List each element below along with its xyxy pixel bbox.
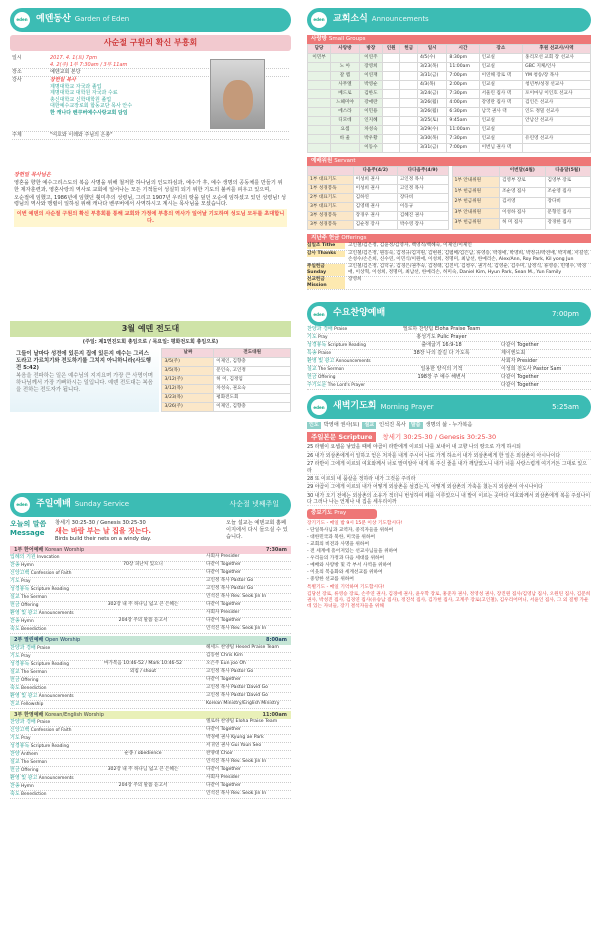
service-1: 1부 한어예배 Korean Worship 7:30am bbox=[10, 546, 291, 555]
verse: 29 야곱이 그에게 이르되 내가 어떻게 외삼촌을 섬겼는지, 어떻게 외삼촌의 가축을 쳤는지 외삼촌이 아시나이다 bbox=[307, 484, 591, 491]
servant-row: 3부 성경봉독 김순정 장사 박수영 장사 bbox=[308, 220, 449, 229]
service-1-list bbox=[10, 554, 291, 634]
pray-item: 특별기도 - 매일 기억하며 기도합시다! bbox=[307, 584, 385, 590]
pray-item: - 중앙한 선교를 위하여 bbox=[307, 577, 354, 583]
servant-row: 1부 대표기도 이성희 권사 고인정 목사 bbox=[308, 175, 449, 184]
offering-title: 지난주 헌금 Offerings bbox=[307, 234, 591, 243]
group-row: 베드로 김한도 3/24(금) 7:30pm 서울린 집사 댁 포이마닝 이인호 선교사 bbox=[308, 89, 591, 98]
service-row: 찬송 Hymn 204장 주의 말씀 듣고서 다같이 Together bbox=[10, 783, 291, 791]
servant-row: 2부 대표기도 김하연 장다비 bbox=[308, 193, 449, 202]
pray-item: - 우리들의 가정과 다음 세대를 위하여 bbox=[307, 556, 385, 562]
pray-title: 중보기도 Pray bbox=[307, 509, 377, 518]
group-row: 느헤미야 강애란 3/26(월) 4:00pm 강영란 집사 댁 김인은 선교사 bbox=[308, 98, 591, 107]
pray-item: - 이웃의 복음화와 세계선교를 위하여 bbox=[307, 570, 383, 576]
group-row: 노 아 장영희 3/23(목) 11:00am 인교실 GBC 지체/인사 bbox=[308, 63, 591, 72]
servant-table-left: 다음주(4/2) 다다음주(4/9) 1부 대표기도 이성희 권사 고인정 목사 1부 성경봉독 이성희 권사 고인정 목사 2부 대표기도 김하연 장다비 3부 대표기도 김영태 권사 이동규 3부 성경봉독 장경우 권사 김혜진 권사 3부 성경봉독 김순정 장사 박수영 장사 bbox=[307, 166, 449, 230]
service-row: 성경봉독 Scripture Reading 마가복음 10:46-52 / Mark 10:46-52 오은주 Eun joo Oh bbox=[10, 661, 291, 669]
wednesday-row: 찬양과 경배 Praise 엘로하 찬양팀 Eloha Praise Team bbox=[307, 326, 591, 334]
mission-table: 날짜 전도대원 3/5(주) 이제인, 김향충 3/5(목) 문인숙, 고인정 3/12(주) 허 이, 김정임 3/12(목) 차성숙, 권요숙 3/23(목) 평화전도회 3/26(주) 이제인, 김향충 bbox=[161, 348, 291, 412]
service-row: 축도 Benediction 인석진 목사 Rev. Seok Jin In bbox=[10, 791, 291, 799]
pray-item: - 교회의 비전과 사명을 위하여 bbox=[307, 541, 369, 547]
service-2-list bbox=[10, 645, 291, 709]
servant-row: 3부 성경봉독 장경우 권사 김혜진 권사 bbox=[308, 211, 449, 220]
mission-section: 3월 예덴 전도대 (주일: 제1연진도회 총임으로 / 목요일: 평화전도회 총임으로) 그들이 날마다 성전에 있든지 집에 있든지 예수는 그리스도라고 가르치기와 전도하기를 그치지 아니하니라(사도행전 5:42) 복음을 전파하는 일은 예수님의 지지요며 가장 큰 사명이며 하나님께서 가장 기뻐하시는 일입니다. 예덴 전도대는 복음을 전하는 전도자가 됩니다. 날짜 전도대원 3/5(주) 이제인, 김향충 3/5(목) 문인숙, 고인정 3/12(주) 허 이, 김정임 3/12(목) 차성숙, 권요숙 3/23(목) 평화전도회 3/26(주) 이제인, 김향충 bbox=[10, 321, 291, 471]
service-row: 찬양과 경배 Praise 엘로하 찬양팀 Eloha Praise Team bbox=[10, 719, 291, 727]
eden-header bbox=[10, 8, 291, 32]
pray-item: - 전 세계에 흩어져있는 선교사님들을 위하여 bbox=[307, 548, 398, 554]
verse: 26 내가 외삼촌에게서 일하고 얻은 처자를 내게 주시어 나로 가게 하소서 내가 외삼촌에게 한 일은 외삼촌이 아시나이다 bbox=[307, 453, 591, 460]
verse-list bbox=[307, 444, 591, 506]
service-row: 성경봉독 Scripture Reading 고인정 목사 Pastor Go bbox=[10, 586, 291, 594]
eden-title-en: Garden of Eden bbox=[74, 15, 130, 24]
service-row: 설교 The Sermon 인석진 목사 Rev. Seok Jin In bbox=[10, 594, 291, 602]
service-row: 친교 Fellowship Korean Ministry/English Ministry bbox=[10, 701, 291, 709]
servant-table-right: 이번달(4월) 다음달(5월) 1부 안내위원 김영부 장로 김영부 장로 1부 헌금위원 조순영 집사 조순영 집사 2부 헌금위원 김서영 장다비 3부 안내위원 이성하 집사 문형인 집사 3부 헌금위원 허 미 집사 강경한 집사 bbox=[452, 166, 592, 230]
right-column: eden 교회소식 Announcements 사랑방 Small Groups 담당 사랑방 방장 인원 헌금 일시 시간 장소 후원 선교사/사역 이민부 이연주 4/5(수) 8:30pm 인교실 홍리모선 교회 장 선교사 노 아 장영희 3/23(목) 11:00am 인교실 GBC 지체/인사 갈 렙 이연재 3/31(금) 7:00pm 이연해 장로 댁 YM 청송/장 목사 사무엘 박영순 4/3(목) 2:00pm 인교실 청년부/성경 선교사 베드로 김한도 3/24(금) 7:30pm 서울린 집사 댁 포이마닝 이인호 선교사 느헤미야 강애란 3/26(월) 4:00pm 강영란 집사 댁 김인은 선교사 에스라 이민용 3/26(월) 6:30pm 남국 권사 댁 인도 정밀 선교사 디모데 인지혜 3/25(토) 9:45am 인교실 안남산 선교사 요셉 차성숙 3/29(수) 11:00am 인교실 바 울 박우황 3/30(목) 7:30pm 인교실 유린영 선교사 이동수 3/31(금) 7:00pm 이번님 권사 댁 예배위원 Servant 다음주(4/2) 다다음주(4/9) 1부 대표기도 이성희 권사 고인정 목사 1부 성경봉독 이성희 권사 고인정 목사 2부 대표기도 김하연 장다비 3부 대표기도 김영태 권사 이동규 3부 성경봉독 장경우 권사 김혜진 권사 3부 성경봉독 김순정 장사 박수영 장사 이번달(4월) 다음달(5월) 1부 안내위원 김영부 장로 김영부 장로 1부 헌금위원 조순영 집사 조순영 집사 2부 헌금위원 김서영 장다비 3부 안내위원 이성하 집사 문형인 집사 3부 헌금위원 허 미 집사 강경한 집사 지난주 헌금 Offerings 십일조 Tithe 고인철/김은정, 김윤정/김영자, 백영직/백혜숙, 이제인/이제인 감사 Thanks 고인철/김은정, 원동숙, 김정규/김지원, 김현원, 김범배/김은남, 류영승, 박경애, 박영희, 박정규/박선애, 박지혜, 서길연, 손성수/손은희, 신수연, 이민식/이원애, 이성희, 정명미, 최남선, 한예리손, Alex/Ann, Roy Park, Kil yong Jun 주일헌금 Sunday 고인철/김은정, 김덕규, 김경은/권추숙, 김정태, 김진이, 김청우, 권기석, 김영순, 김수미, 남정식, 류영승, 민명수, 박경애, 이상혁, 이성희, 정명미, 최남선, 한예리손, 허미숙, Daniel Kim, Hyun Park, Sean M., Yun Family 선교헌금 Mission 장영희 eden 수요찬양예배 7:00pm 찬양과 경배 Praise 엘로하 찬양팀 Eloha Praise Team 기도 Pray 홍성기도 Pulic Prayer 성경봉독 Scripture Reading 출애굽기 16:9-18 다같이 Together 특송 Praise 38장 나의 갈길 다 가도록 제이엔도최 환영 및 광고 Announcements 사회자 Presider 설교 The Sermon 일용한 양식의 기적 이성희 전도사 Pastor Sam 헌금 Offering 198장 주 예수 해변서 다같이 Together 주기도문 The Lord's Prayer 다같이 Together eden 새벽기도회 Morning Prayer 5:25am 인도 박영애 권사(토) 설교 인석진 목사 말씀 생명의 삶 - 누가복음 주일본문 Scripture 창세기 30:25-30 / Genesis 30:25-30 25 라헬이 요셉을 낳았을 때에 야곱이 라반에게 이르되 나를 보내어 내 고향 나의 땅으로 가게 하시되 26 내가 외삼촌에게서 일하고 얻은 처자를 내게 주시어 나로 가게 하소서 내가 외삼촌에게 한 일은 외삼촌이 아시나이다 27 라반이 그에게 이르되 여호와께서 너로 말미암아 내게 복 주신 줄을 내가 깨달았노니 내가 너를 사랑스럽게 여기거든 그대로 있으라 28 또 이르되 네 품삯을 정하라 내가 그것을 주리라 29 야곱이 그에게 이르되 내가 어떻게 외삼촌을 섬겼는지, 어떻게 외삼촌의 가축을 쳤는지 외삼촌이 아시나이다 30 내가 오기 전에는 외삼촌의 소유가 적더니 번성하여 떼를 이루었으니 내 발이 이르는 곳마다 여호와께서 외삼촌에게 복을 주셨나이다 그러나 나는 언제나 내 집을 세우리이까 중보기도 Pray 장기기도 - 매일 밤 9시 15분 이상 기도합시다! - 단일목사님과 교역자, 중직자들을 위하여 - 대한민국과 북한, 미국을 위하여 - 교회의 비전과 사명을 위하여 - 전 세계에 흩어져있는 선교사님들을 위하여 - 우리들의 가정과 다음 세대를 위하여 - 예배와 사랑방 및 각 부서 사역을 위하여 - 이웃의 복음화와 세계선교를 위하여 - 중앙한 선교를 위하여 특별기도 - 매일 기억하며 기도합시다! 김당선 장로, 류영승 장로, 손주연 권사, 김경애 권사, 윤우학 장로, 홍준자 권사, 정영성 권사, 장진원 집사/김영남 집사, 오원틴 집사, 김문희 권사, 박성진 집사, 김경연 집사(유승남 집사), 정진석 집사, 김가헌 집사, 고계주 장로(고인철), 김우리어머니, 서윤인 집사, 그 외 질병 가운데 있는 자녀들, 장기 결석자들을 위해 bbox=[307, 8, 591, 611]
group-row: 요셉 차성숙 3/29(수) 11:00am 인교실 bbox=[308, 125, 591, 134]
service-row: 설교 The Sermon 인석진 목사 Rev. Seok Jin In bbox=[10, 759, 291, 767]
service-row: 환영 및 광고 Announcements 사회자 Presider bbox=[10, 775, 291, 783]
service-row: 신앙고백 Confession of Faith 다같이 Together bbox=[10, 570, 291, 578]
wednesday-row: 성경봉독 Scripture Reading 출애굽기 16:9-18 다같이 Together bbox=[307, 342, 591, 350]
revival-section: 사순절 구원의 확신 부흥회 일시 2017. 4. 1(토) 7pm 4. 2(주) 1부 7:30am / 3부 11am 장소 예덴교회 본당 강사 장헌일 목사 제명대학교 자국과 졸업 제명대학교 대학원 자국과 수료 총신대학교 신학대학원 졸업 대한예수교장로회 합동교단 목사 안수 한 캐나다 벤쿠버예수사랑교회 담임 주제 "여호와 이레와 주님의 은총" 장헌일 목사님은 영혼을 향한 예수그리스도의 복음 사명을 위해 철저한 하나님의 인도하심과, 예수가 후, 예수 생명의 공동체를 만들기 위한 제자훈련과, 영혼사랑의 역사로 교회에 일어나는 모든 기적들이 성실히 되기 위한 기도의 불씨를 피우고 있으며, 오순절에 임했고, 1986년에 임했던 휫미추의 성령님, 그리고 1907년 우리의 땅을 덮던 오순에 임하셨고 있던 성령님! 성령님의 역사와 맹렬이 일하심 위해 캐나다 벤쿠버에서 사역하시고 계시는 목사님을 모셨습니다. 이번 예덴의 사순절 구원의 확신 부흥회를 통해 교회와 가정에 부흥의 역사가 일어날 기도하며 성도님 모두를 초대합니다. bbox=[10, 35, 291, 293]
service-row: 설교 The Sermon 외침 / shout 고인정 목사 Pastor Go bbox=[10, 669, 291, 677]
group-row: 디모데 인지혜 3/25(토) 9:45am 인교실 안남산 선교사 bbox=[308, 116, 591, 125]
verse: 27 라반이 그에게 이르되 여호와께서 너로 말미암아 내게 복 주신 줄을 내가 깨달았노니 내가 너를 사랑스럽게 여기거든 그대로 있으라 bbox=[307, 461, 591, 475]
scripture: 주일본문 Scripture 창세기 30:25-30 / Genesis 30:25-30 bbox=[307, 432, 591, 442]
servant-row: 1부 안내위원 김영부 장로 김영부 장로 bbox=[452, 177, 591, 187]
group-row: 이동수 3/31(금) 7:00pm 이번님 권사 댁 bbox=[308, 143, 591, 152]
pray-item: - 단일목사님과 교역자, 중직자들을 위하여 bbox=[307, 527, 394, 533]
group-row: 갈 렙 이연재 3/31(금) 7:00pm 이연해 장로 댁 YM 청송/장 목사 bbox=[308, 72, 591, 81]
group-row: 사무엘 박영순 4/3(목) 2:00pm 인교실 청년부/성경 선교사 bbox=[308, 81, 591, 90]
pray-item: - 예배와 사랑방 및 각 부서 사역을 위하여 bbox=[307, 563, 392, 569]
offering-row: 주일헌금 Sunday 고인철/김은정, 김덕규, 김경은/권추숙, 김정태, 김진이, 김청우, 권기석, 김영순, 김수미, 남정식, 류영승, 민명수, 박경애, 이상혁, 이성희, 정명미, 최남선, 한예리손, 허미숙, Daniel Kim, Hyun Park, Sean M., Yun Family bbox=[307, 264, 591, 277]
speaker-photo bbox=[210, 59, 265, 129]
service-row: 헌금 Offering 다같이 Together bbox=[10, 677, 291, 685]
service-row: 헌금 Offering 302장 내 주 하나님 넓고 큰 은혜는 다같이 Together bbox=[10, 602, 291, 610]
service-row: 기도 Pray 김동현 Chris Kim bbox=[10, 653, 291, 661]
service-row: 신앙고백 Confession of Faith 다같이 Together bbox=[10, 727, 291, 735]
wednesday-list bbox=[307, 326, 591, 390]
verse: 28 또 이르되 네 품삯을 정하라 내가 그것을 주리라 bbox=[307, 476, 591, 483]
offering-row: 감사 Thanks 고인철/김은정, 원동숙, 김정규/김지원, 김현원, 김범배/김은남, 류영승, 박경애, 박영희, 박정규/박선애, 박지혜, 서길연, 손성수/손은희, 신수연, 이민식/이원애, 이성희, 정명미, 최남선, 한예리손, Alex/Ann, Roy Park, Kil yong Jun bbox=[307, 251, 591, 264]
sunday-section: eden 주일예배 Sunday Service 사순절 넷째주일 오늘의 말씀 Message 창세기 30:25-30 / Genesis 30:25-30 새는 바람 부는 날 집을 짓는다. Birds build their nets on a windy day. 오늘 설교는 예덴교회 홈페이지에서 다시 들으실 수 있습니다. 1부 한어예배 Korean Worship 7:30am 입례의 기원 Invocation 사회자 Presider 찬송 Hymn 70장 피난처 있으니 다같이 Together 신앙고백 Confession of Faith 다같이 Together 기도 Pray 고인정 목사 Pastor Go 성경봉독 Scripture Reading 고인정 목사 Pastor Go 설교 The Sermon 인석진 목사 Rev. Seok Jin In 헌금 Offering 302장 내 주 하나님 넓고 큰 은혜는 다같이 Together 환영 및 광고 Announcements 사회자 Presider 찬송 Hymn 204장 주의 말씀 듣고서 다같이 Together 축도 Benediction 인석진 목사 Rev. Seok Jin In 2부 열린예배 Open Worship 8:00am 찬양과 경배 Praise 헤세드 찬양팀 Hesed Praise Team 기도 Pray 김동현 Chris Kim 성경봉독 Scripture Reading 마가복음 10:46-52 / Mark 10:46-52 오은주 Eun joo Oh 설교 The Sermon 외침 / shout 고인정 목사 Pastor Go 헌금 Offering 다같이 Together 축도 Benediction 고인정 목사 Pastor David Go 환영 및 광고 Announcements 고인정 목사 Pastor David Go 친교 Fellowship Korean Ministry/English Ministry 3부 한영예배 Korean/English Worship 11:00am 찬양과 경배 Praise 엘로하 찬양팀 Eloha Praise Team 신앙고백 Confession of Faith 다같이 Together 기도 Pray 박경애 권사 Kyung ae Park 성경봉독 Scripture Reading 서귀연 권사 Gui Youn Seo 찬양 Anthem 순종 / obedience 찬양대 Choir 설교 The Sermon 인석진 목사 Rev. Seok Jin In 헌금 Offering 302장 내 주 하나님 넓고 큰 은혜는 다같이 Together 환영 및 광고 Announcements 사회자 Presider 찬송 Hymn 204장 주의 말씀 듣고서 다같이 Together 축도 Benediction 인석진 목사 Rev. Seok Jin In bbox=[10, 493, 291, 799]
pray-item: 장기기도 - 매일 밤 9시 15분 이상 기도합시다! bbox=[307, 520, 403, 526]
wednesday-header: eden 수요찬양예배 7:00pm bbox=[307, 302, 591, 326]
morning-header: eden 새벽기도회 Morning Prayer 5:25am bbox=[307, 395, 591, 419]
pray-item: - 대한민국과 북한, 미국을 위하여 bbox=[307, 534, 376, 540]
group-row: 이민부 이연주 4/5(수) 8:30pm 인교실 홍리모선 교회 장 선교사 bbox=[308, 54, 591, 63]
groups-table: 담당 사랑방 방장 인원 헌금 일시 시간 장소 후원 선교사/사역 이민부 이연주 4/5(수) 8:30pm 인교실 홍리모선 교회 장 선교사 노 아 장영희 3/23(목) 11:00am 인교실 GBC 지체/인사 갈 렙 이연재 3/31(금) 7:00pm 이연해 장로 댁 YM 청송/장 목사 사무엘 박영순 4/3(목) 2:00pm 인교실 청년부/성경 선교사 베드로 김한도 3/24(금) 7:30pm 서울린 집사 댁 포이마닝 이인호 선교사 느헤미야 강애란 3/26(월) 4:00pm 강영란 집사 댁 김인은 선교사 에스라 이민용 3/26(월) 6:30pm 남국 권사 댁 인도 정밀 선교사 디모데 인지혜 3/25(토) 9:45am 인교실 안남산 선교사 요셉 차성숙 3/29(수) 11:00am 인교실 바 울 박우황 3/30(목) 7:30pm 인교실 유린영 선교사 이동수 3/31(금) 7:00pm 이번님 권사 댁 bbox=[307, 44, 591, 153]
wednesday-row: 기도 Pray 홍성기도 Pulic Prayer bbox=[307, 334, 591, 342]
servant-row: 3부 대표기도 김영태 권사 이동규 bbox=[308, 202, 449, 211]
wednesday-row: 환영 및 광고 Announcements 사회자 Presider bbox=[307, 358, 591, 366]
wednesday-row: 설교 The Sermon 일용한 양식의 기적 이성희 전도사 Pastor Sam bbox=[307, 366, 591, 374]
eden-logo: eden bbox=[14, 12, 30, 28]
verse: 30 내가 오기 전에는 외삼촌의 소유가 적더니 번성하여 떼를 이루었으니 내 발이 이르는 곳마다 여호와께서 외삼촌에게 복을 주셨나이다 그러나 나는 언제나 내 집을 세우리이까 bbox=[307, 492, 591, 506]
service-row: 축도 Benediction 인석진 목사 Rev. Seok Jin In bbox=[10, 626, 291, 634]
sunday-header: eden 주일예배 Sunday Service 사순절 넷째주일 bbox=[10, 493, 291, 517]
service-row: 헌금 Offering 302장 내 주 하나님 넓고 큰 은혜는 다같이 Together bbox=[10, 767, 291, 775]
servant-row: 1부 헌금위원 조순영 집사 조순영 집사 bbox=[452, 187, 591, 197]
revival-title: 사순절 구원의 확신 부흥회 bbox=[10, 35, 291, 51]
eden-title: 예덴동산 bbox=[36, 14, 71, 25]
pray-item: 김당선 장로, 류영승 장로, 손주연 권사, 김경애 권사, 윤우학 장로, 홍준자 권사, 정영성 권사, 장진원 집사/김영남 집사, 오원틴 집사, 김문희 권사, 박성진 집사, 김경연 집사(유승남 집사), 정진석 집사, 김가헌 집사, 고계주 장로(고인철), 김우리어머니, 서윤인 집사, 그 외 질병 가운데 있는 자녀들, 장기 결석자들을 위해 bbox=[307, 591, 591, 609]
service-row: 축도 Benediction 고인정 목사 Pastor David Go bbox=[10, 685, 291, 693]
news-header: eden 교회소식 Announcements bbox=[307, 8, 591, 32]
service-row: 환영 및 광고 Announcements 사회자 Presider bbox=[10, 610, 291, 618]
service-2: 2부 열린예배 Open Worship 8:00am bbox=[10, 636, 291, 645]
pray-list bbox=[307, 521, 591, 610]
service-row: 찬송 Hymn 204장 주의 말씀 듣고서 다같이 Together bbox=[10, 618, 291, 626]
offering-row: 십일조 Tithe 고인철/김은정, 김윤정/김영자, 백영직/백혜숙, 이제인/이제인 bbox=[307, 243, 591, 251]
servant-row: 3부 안내위원 이성하 집사 문형인 집사 bbox=[452, 208, 591, 218]
service-row: 기도 Pray 고인정 목사 Pastor Go bbox=[10, 578, 291, 586]
service-row: 기도 Pray 박경애 권사 Kyung ae Park bbox=[10, 735, 291, 743]
service-row: 입례의 기원 Invocation 사회자 Presider bbox=[10, 554, 291, 562]
service-3-list bbox=[10, 719, 291, 799]
servant-title: 예배위원 Servant bbox=[307, 157, 591, 166]
wednesday-row: 헌금 Offering 198장 주 예수 해변서 다같이 Together bbox=[307, 374, 591, 382]
profile-title: 장헌일 목사님은 bbox=[14, 172, 51, 179]
service-row: 환영 및 광고 Announcements 고인정 목사 Pastor David Go bbox=[10, 693, 291, 701]
left-column bbox=[10, 8, 291, 799]
mission-title: 3월 예덴 전도대 bbox=[10, 321, 291, 337]
service-row: 찬양 Anthem 순종 / obedience 찬양대 Choir bbox=[10, 751, 291, 759]
wednesday-row: 특송 Praise 38장 나의 갈길 다 가도록 제이엔도최 bbox=[307, 350, 591, 358]
wednesday-row: 주기도문 The Lord's Prayer 다같이 Together bbox=[307, 382, 591, 390]
servant-row: 1부 성경봉독 이성희 권사 고인정 목사 bbox=[308, 184, 449, 193]
group-row: 에스라 이민용 3/26(월) 6:30pm 남국 권사 댁 인도 정밀 선교사 bbox=[308, 107, 591, 116]
service-row: 성경봉독 Scripture Reading 서귀연 권사 Gui Youn Seo bbox=[10, 743, 291, 751]
service-row: 찬송 Hymn 70장 피난처 있으니 다같이 Together bbox=[10, 562, 291, 570]
servant-row: 3부 헌금위원 허 미 집사 강경한 집사 bbox=[452, 219, 591, 230]
group-row: 바 울 박우황 3/30(목) 7:30pm 인교실 유린영 선교사 bbox=[308, 134, 591, 143]
offering-list bbox=[307, 243, 591, 290]
offering-row: 선교헌금 Mission 장영희 bbox=[307, 277, 591, 290]
service-row: 찬양과 경배 Praise 헤세드 찬양팀 Hesed Praise Team bbox=[10, 645, 291, 653]
service-3: 3부 한영예배 Korean/English Worship 11:00am bbox=[10, 711, 291, 720]
verse: 25 라헬이 요셉을 낳았을 때에 야곱이 라반에게 이르되 나를 보내어 내 고향 나의 땅으로 가게 하시되 bbox=[307, 444, 591, 451]
groups-title: 사랑방 Small Groups bbox=[307, 35, 591, 44]
revival-invite: 이번 예덴의 사순절 구원의 확신 부흥회를 통해 교회와 가정에 부흥의 역사가 일어날 기도하며 성도님 모두를 초대합니다. bbox=[14, 209, 287, 227]
servant-row: 2부 헌금위원 김서영 장다비 bbox=[452, 198, 591, 208]
